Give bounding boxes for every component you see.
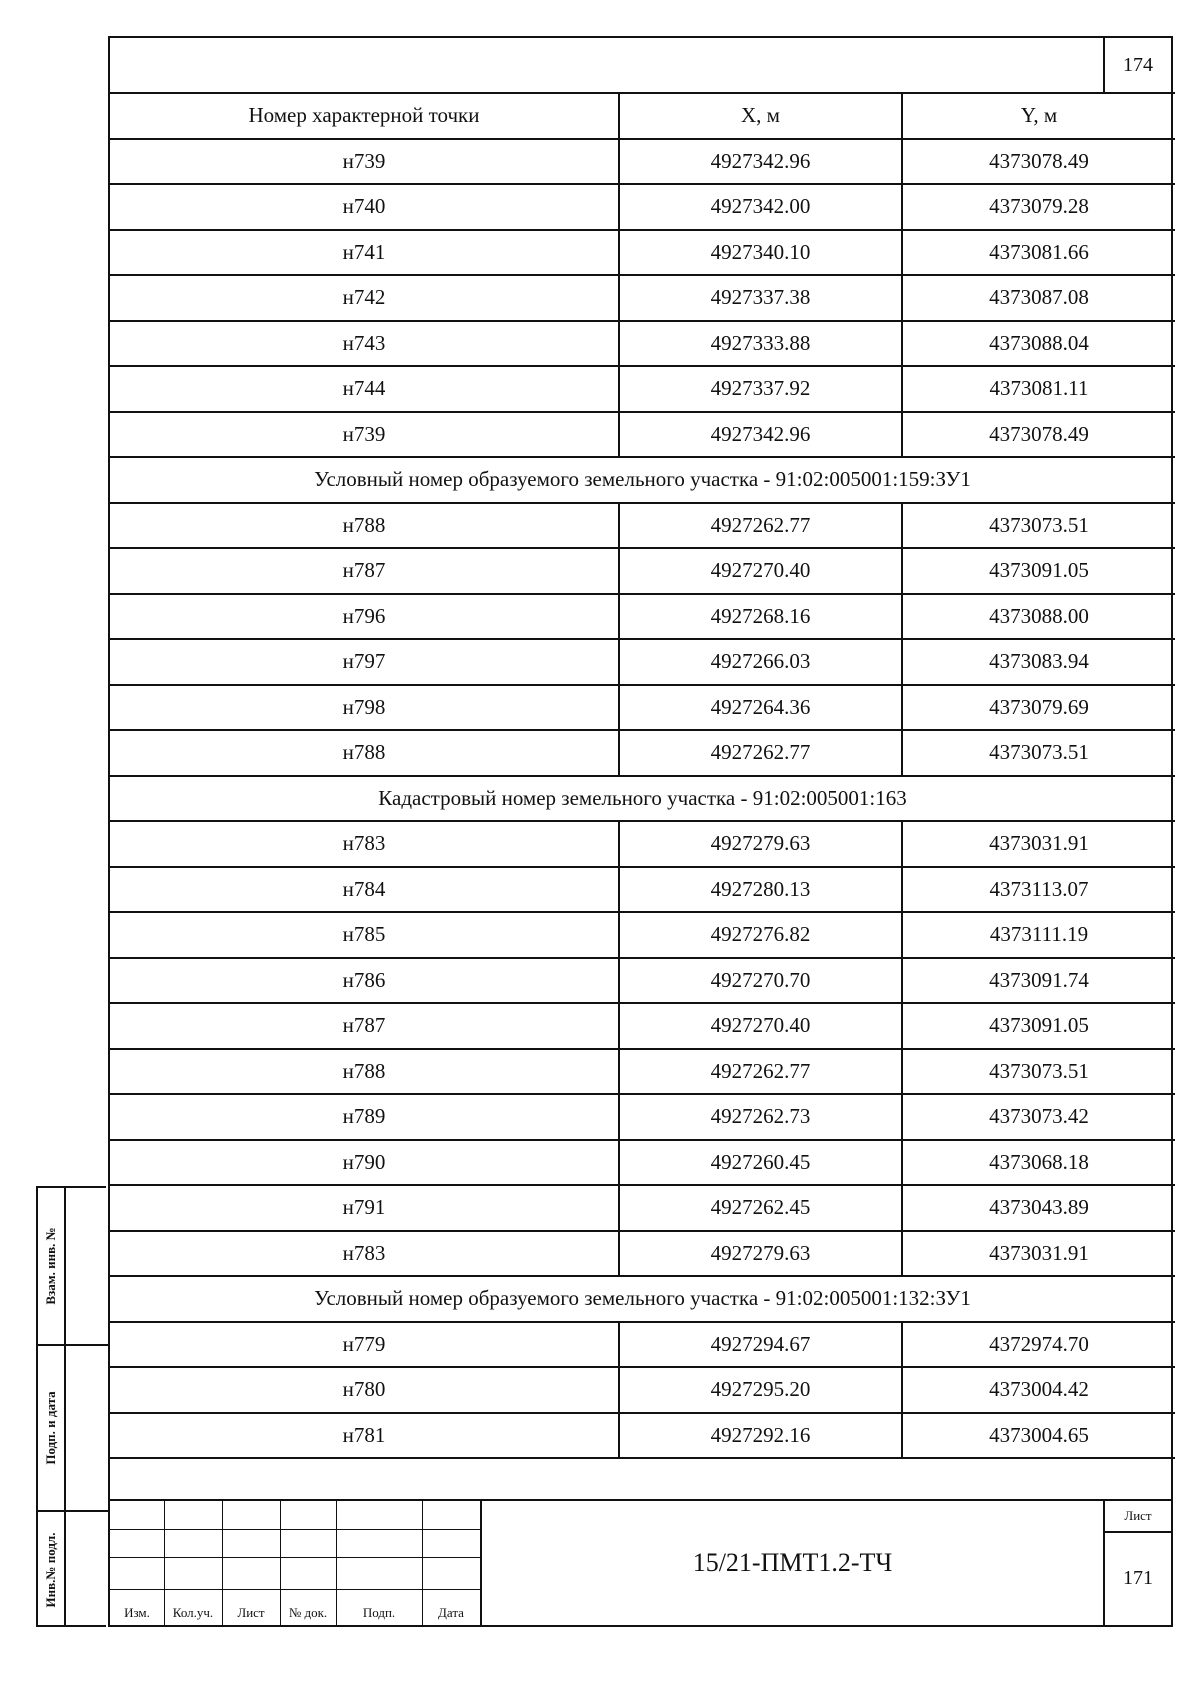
point-cell: н741 (110, 230, 619, 276)
y-cell: 4373091.74 (902, 958, 1175, 1004)
side-blank-2 (66, 1346, 108, 1512)
y-cell: 4373073.42 (902, 1094, 1175, 1140)
point-cell: н788 (110, 730, 619, 776)
x-cell: 4927270.70 (619, 958, 902, 1004)
x-cell: 4927342.96 (619, 139, 902, 185)
point-cell: н739 (110, 412, 619, 458)
grid-line (110, 1589, 480, 1590)
y-cell: 4373081.66 (902, 230, 1175, 276)
point-cell: н784 (110, 867, 619, 913)
x-cell: 4927337.38 (619, 275, 902, 321)
y-cell: 4373043.89 (902, 1185, 1175, 1231)
side-margin-stamp (36, 1186, 106, 1627)
y-cell: 4373004.65 (902, 1413, 1175, 1459)
y-cell: 4373111.19 (902, 912, 1175, 958)
stamp-col-sheet: Лист (237, 1605, 265, 1620)
point-cell: н788 (110, 1049, 619, 1095)
side-cell-replacement-inventory (38, 1188, 66, 1346)
y-cell: 4373073.51 (902, 1049, 1175, 1095)
point-cell: н787 (110, 548, 619, 594)
x-cell: 4927262.77 (619, 730, 902, 776)
x-cell: 4927294.67 (619, 1322, 902, 1368)
table-row (110, 594, 1175, 640)
point-cell: н796 (110, 594, 619, 640)
table-row (110, 275, 1175, 321)
y-cell: 4373068.18 (902, 1140, 1175, 1186)
table-header-row (110, 93, 1175, 139)
x-cell: 4927295.20 (619, 1367, 902, 1413)
table-row (110, 867, 1175, 913)
table-row (110, 730, 1175, 776)
section-row (110, 457, 1175, 503)
y-cell: 4373078.49 (902, 139, 1175, 185)
point-cell: н786 (110, 958, 619, 1004)
x-cell: 4927262.77 (619, 1049, 902, 1095)
x-cell: 4927279.63 (619, 821, 902, 867)
y-cell: 4373073.51 (902, 503, 1175, 549)
table-row (110, 1367, 1175, 1413)
y-cell: 4373088.00 (902, 594, 1175, 640)
x-cell: 4927270.40 (619, 1003, 902, 1049)
side-cell-signature-date (38, 1346, 66, 1512)
stamp-col-signature: Подп. (362, 1605, 396, 1620)
point-cell: н740 (110, 184, 619, 230)
y-cell: 4373087.08 (902, 275, 1175, 321)
point-cell: н742 (110, 275, 619, 321)
side-label-original-inventory: Инв.№ подл. (43, 1532, 58, 1607)
point-cell: н783 (110, 1231, 619, 1277)
point-cell: н790 (110, 1140, 619, 1186)
table-row (110, 1140, 1175, 1186)
table-row (110, 139, 1175, 185)
header-x: X, м (619, 93, 902, 139)
x-cell: 4927262.45 (619, 1185, 902, 1231)
y-cell: 4373091.05 (902, 548, 1175, 594)
drawing-frame (108, 36, 1173, 1627)
sheet-box (1103, 1501, 1171, 1625)
table-row (110, 1322, 1175, 1368)
point-cell: н780 (110, 1367, 619, 1413)
y-cell: 4373091.05 (902, 1003, 1175, 1049)
y-cell: 4373004.42 (902, 1367, 1175, 1413)
sheet-label: Лист (1105, 1501, 1171, 1533)
point-cell: н781 (110, 1413, 619, 1459)
table-row (110, 230, 1175, 276)
table-row (110, 321, 1175, 367)
y-cell: 4373078.49 (902, 412, 1175, 458)
x-cell: 4927342.96 (619, 412, 902, 458)
x-cell: 4927279.63 (619, 1231, 902, 1277)
y-cell: 4373079.69 (902, 685, 1175, 731)
sheet-number: 171 (1123, 1566, 1153, 1589)
x-cell: 4927266.03 (619, 639, 902, 685)
table-row (110, 184, 1175, 230)
header-y: Y, м (902, 93, 1175, 139)
table-row (110, 1413, 1175, 1459)
x-cell: 4927260.45 (619, 1140, 902, 1186)
y-cell: 4373073.51 (902, 730, 1175, 776)
table-row (110, 412, 1175, 458)
point-cell: н785 (110, 912, 619, 958)
y-cell: 4372974.70 (902, 1322, 1175, 1368)
y-cell: 4373079.28 (902, 184, 1175, 230)
y-cell: 4373083.94 (902, 639, 1175, 685)
coordinates-table (110, 92, 1175, 1459)
x-cell: 4927262.73 (619, 1094, 902, 1140)
y-cell: 4373113.07 (902, 867, 1175, 913)
table-row (110, 912, 1175, 958)
table-row (110, 1003, 1175, 1049)
grid-line (110, 1557, 480, 1558)
stamp-col-doc-number: № док. (288, 1605, 328, 1620)
table-body (110, 139, 1175, 1459)
x-cell: 4927276.82 (619, 912, 902, 958)
table-row (110, 1094, 1175, 1140)
table-row (110, 958, 1175, 1004)
point-cell: н789 (110, 1094, 619, 1140)
table-row (110, 503, 1175, 549)
point-cell: н739 (110, 139, 619, 185)
side-label-replacement-inventory: Взам. инв. № (43, 1227, 58, 1305)
y-cell: 4373031.91 (902, 821, 1175, 867)
section-row (110, 1276, 1175, 1322)
point-cell: н783 (110, 821, 619, 867)
point-cell: н797 (110, 639, 619, 685)
x-cell: 4927280.13 (619, 867, 902, 913)
table-row (110, 821, 1175, 867)
section-row (110, 776, 1175, 822)
table-row (110, 1231, 1175, 1277)
point-cell: н791 (110, 1185, 619, 1231)
point-cell: н744 (110, 366, 619, 412)
point-cell: н788 (110, 503, 619, 549)
side-label-signature-date: Подп. и дата (43, 1391, 58, 1465)
revision-grid (110, 1501, 482, 1625)
section-title: Условный номер образуемого земельного участка - 91:02:005001:159:ЗУ1 (110, 457, 1175, 503)
table-row (110, 685, 1175, 731)
table-row (110, 548, 1175, 594)
table-row (110, 366, 1175, 412)
side-cell-original-inventory (38, 1512, 66, 1627)
x-cell: 4927342.00 (619, 184, 902, 230)
grid-line (110, 1529, 480, 1530)
x-cell: 4927264.36 (619, 685, 902, 731)
y-cell: 4373031.91 (902, 1231, 1175, 1277)
page-number: 174 (1103, 38, 1171, 94)
x-cell: 4927337.92 (619, 366, 902, 412)
side-blank-1 (66, 1188, 108, 1346)
stamp-col-change: Изм. (124, 1605, 150, 1620)
x-cell: 4927270.40 (619, 548, 902, 594)
x-cell: 4927268.16 (619, 594, 902, 640)
table-row (110, 1049, 1175, 1095)
section-title: Условный номер образуемого земельного участка - 91:02:005001:132:ЗУ1 (110, 1276, 1175, 1322)
point-cell: н779 (110, 1322, 619, 1368)
x-cell: 4927340.10 (619, 230, 902, 276)
stamp-col-date: Дата (438, 1605, 464, 1620)
table-row (110, 639, 1175, 685)
y-cell: 4373081.11 (902, 366, 1175, 412)
x-cell: 4927333.88 (619, 321, 902, 367)
section-title: Кадастровый номер земельного участка - 91:02:005001:163 (110, 776, 1175, 822)
point-cell: н798 (110, 685, 619, 731)
header-point-number: Номер характерной точки (110, 93, 619, 139)
x-cell: 4927262.77 (619, 503, 902, 549)
title-block (110, 1499, 1171, 1625)
x-cell: 4927292.16 (619, 1413, 902, 1459)
y-cell: 4373088.04 (902, 321, 1175, 367)
document-code: 15/21-ПМТ1.2-ТЧ (692, 1548, 893, 1577)
point-cell: н787 (110, 1003, 619, 1049)
point-cell: н743 (110, 321, 619, 367)
table-row (110, 1185, 1175, 1231)
stamp-col-count: Кол.уч. (172, 1605, 214, 1620)
